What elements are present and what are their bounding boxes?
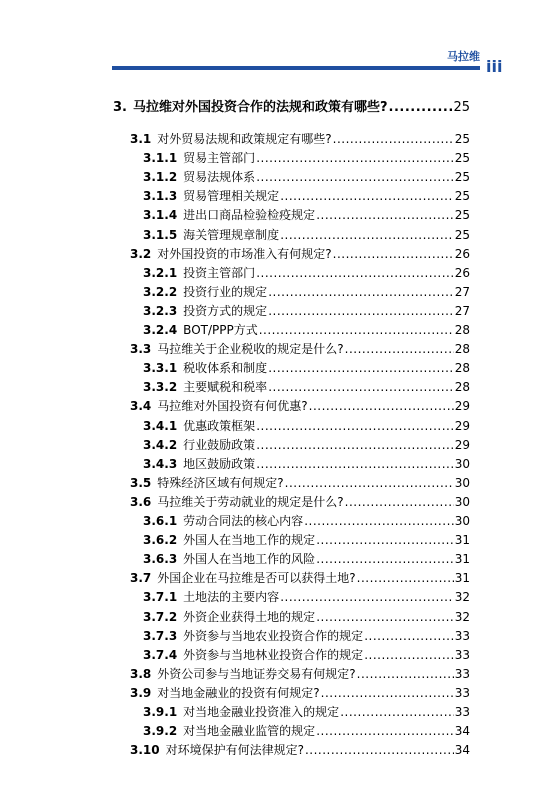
- toc-entry-page: 29: [454, 418, 470, 433]
- toc-entry-page: 30: [454, 475, 470, 490]
- toc-entry-page: 33: [454, 666, 470, 681]
- toc-entry-page: 28: [454, 342, 470, 357]
- toc-entry-page: 29: [454, 437, 470, 452]
- toc-entry[interactable]: [130, 340, 470, 357]
- toc-entry-title: 外资参与当地林业投资合作的规定: [183, 647, 364, 662]
- toc-entry-title: 地区鼓励政策: [183, 456, 256, 471]
- toc-entry-number: 3.6.3: [143, 552, 178, 567]
- toc-entry-number: 3.8: [130, 666, 152, 681]
- toc-entry[interactable]: [143, 722, 470, 739]
- toc-leader-dots: [280, 189, 454, 203]
- toc-entry-number: 3.7.3: [143, 628, 178, 643]
- toc-leader-dots: [304, 514, 454, 528]
- toc-entry-number: 3.2: [130, 246, 152, 261]
- toc-entry-page: 28: [454, 361, 470, 376]
- toc-entry-page: 25: [454, 208, 470, 223]
- toc-entry-page: 31: [454, 552, 470, 567]
- toc-entry-title: 马拉维对外国投资有何优惠?: [157, 399, 308, 414]
- toc-entry[interactable]: [143, 378, 470, 395]
- toc-entry-page: 30: [454, 494, 470, 509]
- toc-leader-dots: [256, 151, 454, 165]
- toc-entry[interactable]: [143, 206, 470, 223]
- toc-entry-title: 对当地金融业投资准入的规定: [183, 705, 340, 719]
- header-rule: [112, 66, 480, 70]
- toc-entry[interactable]: [143, 168, 470, 185]
- toc-entry-number: 3.6.1: [143, 514, 178, 528]
- toc-entry-number: 3.4.1: [143, 418, 178, 433]
- toc-entry[interactable]: [113, 96, 470, 115]
- toc-entry-title: 行业鼓励政策: [183, 437, 256, 452]
- toc-leader-dots: [389, 100, 453, 115]
- toc-entry-number: 3.9.1: [143, 705, 178, 719]
- toc-entry[interactable]: [130, 684, 470, 701]
- toc-entry-page: 25: [454, 227, 470, 242]
- toc-entry-number: 3.2.1: [143, 265, 178, 280]
- toc-entry-page: 27: [454, 284, 470, 299]
- toc-leader-dots: [256, 419, 454, 433]
- toc-entry-title: 对环境保护有何法律规定?: [165, 743, 304, 758]
- toc-entry-number: 3.7.1: [143, 590, 178, 605]
- toc-entry[interactable]: [143, 608, 470, 625]
- toc-entry[interactable]: [130, 665, 470, 682]
- toc-entry-page: 28: [454, 380, 470, 395]
- toc-leader-dots: [256, 457, 454, 471]
- toc-entry-number: 3.3: [130, 342, 152, 357]
- toc-entry[interactable]: [143, 455, 470, 472]
- toc-entry-title: 劳动合同法的核心内容: [183, 514, 304, 528]
- toc-entry-number: 3.5: [130, 475, 152, 490]
- toc-leader-dots: [256, 438, 454, 452]
- toc-entry[interactable]: [143, 512, 470, 529]
- toc-entry-title: 土地法的主要内容: [183, 590, 280, 605]
- toc-entry-title: 对外国投资的市场准入有何规定?: [157, 246, 332, 261]
- toc-entry-number: 3.10: [130, 743, 160, 758]
- toc-entry[interactable]: [143, 588, 470, 605]
- toc-entry-page: 32: [454, 609, 470, 624]
- toc-entry[interactable]: [130, 130, 470, 147]
- toc-entry[interactable]: [143, 531, 470, 548]
- toc-leader-dots: [316, 552, 454, 566]
- toc-entry-number: 3.4.3: [143, 456, 178, 471]
- toc-entry-title: 对当地金融业的投资有何规定?: [157, 685, 320, 700]
- toc-entry-number: 3.7.2: [143, 609, 178, 624]
- toc-entry-page: 33: [454, 705, 470, 719]
- toc-entry-number: 3.4: [130, 399, 152, 414]
- toc-entry-page: 25: [454, 170, 470, 185]
- toc-entry-page: 33: [454, 647, 470, 662]
- toc-entry-number: 3.7.4: [143, 647, 178, 662]
- toc-entry-number: 3.: [113, 100, 127, 115]
- toc-entry-page: 25: [454, 151, 470, 166]
- toc-entry-title: 外资企业获得土地的规定: [183, 609, 316, 624]
- toc-entry-page: 25: [454, 132, 470, 146]
- toc-entry-title: 贸易主管部门: [183, 151, 256, 166]
- toc-entry[interactable]: [143, 283, 470, 300]
- toc-leader-dots: [268, 285, 454, 299]
- toc-leader-dots: [268, 304, 454, 318]
- toc-entry-title: 马拉维对外国投资合作的法规和政策有哪些?: [132, 100, 388, 115]
- toc-entry-page: 25: [453, 100, 470, 115]
- toc-leader-dots: [256, 170, 454, 184]
- toc-entry-page: 34: [454, 724, 470, 739]
- toc-leader-dots: [316, 610, 454, 624]
- toc-leader-dots: [364, 648, 454, 662]
- toc-entry-title: 外国人在当地工作的风险: [183, 552, 316, 567]
- toc-leader-dots: [333, 132, 454, 146]
- toc-entry-title: BOT/PPP方式: [183, 323, 258, 337]
- toc-entry-title: 主要赋税和税率: [183, 380, 268, 395]
- toc-leader-dots: [357, 571, 454, 585]
- toc-entry-number: 3.2.4: [143, 323, 178, 337]
- toc-entry-page: 30: [454, 514, 470, 528]
- toc-entry[interactable]: [143, 149, 470, 166]
- toc-entry-title: 外资公司参与当地证券交易有何规定?: [157, 666, 356, 681]
- toc-entry-title: 特殊经济区域有何规定?: [157, 475, 284, 490]
- toc-entry[interactable]: [130, 741, 470, 758]
- toc-entry[interactable]: [130, 493, 470, 510]
- toc-leader-dots: [256, 266, 454, 280]
- toc-entry-title: 优惠政策框架: [183, 418, 256, 433]
- toc-entry-title: 马拉维关于劳动就业的规定是什么?: [157, 494, 344, 509]
- toc-entry-number: 3.6: [130, 494, 152, 509]
- toc-entry-number: 3.2.3: [143, 303, 178, 318]
- toc-entry-number: 3.1.4: [143, 208, 178, 223]
- toc-entry[interactable]: [143, 627, 470, 644]
- toc-leader-dots: [309, 399, 454, 413]
- toc-entry-number: 3.3.1: [143, 361, 178, 376]
- toc-entry-number: 3.1.3: [143, 189, 178, 204]
- toc-entry-page: 30: [454, 456, 470, 471]
- toc-entry[interactable]: [130, 245, 470, 262]
- toc-leader-dots: [345, 495, 454, 509]
- toc-entry[interactable]: [130, 397, 470, 414]
- toc-entry-page: 33: [454, 628, 470, 643]
- toc-leader-dots: [333, 247, 454, 261]
- toc-entry-number: 3.4.2: [143, 437, 178, 452]
- toc-leader-dots: [364, 629, 454, 643]
- toc-entry-title: 对外贸易法规和政策规定有哪些?: [157, 132, 332, 146]
- toc-leader-dots: [280, 590, 454, 604]
- toc-leader-dots: [345, 342, 454, 356]
- toc-entry-title: 投资行业的规定: [183, 284, 268, 299]
- toc-leader-dots: [340, 705, 454, 719]
- toc-entry-page: 31: [454, 571, 470, 586]
- header-title: 马拉维: [447, 50, 480, 63]
- toc-entry-page: 33: [454, 685, 470, 700]
- toc-entry[interactable]: [130, 569, 470, 586]
- toc-leader-dots: [316, 208, 454, 222]
- toc-entry-number: 3.2.2: [143, 284, 178, 299]
- toc-leader-dots: [268, 380, 454, 394]
- toc-entry[interactable]: [143, 703, 470, 720]
- toc-entry-title: 外资参与当地农业投资合作的规定: [183, 628, 364, 643]
- toc-entry[interactable]: [143, 646, 470, 663]
- toc-leader-dots: [357, 667, 454, 681]
- toc-entry-title: 贸易管理相关规定: [183, 189, 280, 204]
- toc-entry-title: 投资主管部门: [183, 265, 256, 280]
- toc-leader-dots: [280, 228, 454, 242]
- page-number: iii: [486, 57, 503, 76]
- toc-entry-number: 3.1.1: [143, 151, 178, 166]
- toc-entry[interactable]: [143, 417, 470, 434]
- toc-entry-number: 3.1.5: [143, 227, 178, 242]
- toc-entry[interactable]: [143, 302, 470, 319]
- toc-entry-page: 32: [454, 590, 470, 605]
- toc-entry-title: 贸易法规体系: [183, 170, 256, 185]
- toc-entry-page: 26: [454, 246, 470, 261]
- toc-entry-number: 3.1: [130, 132, 152, 146]
- toc-entry-title: 进出口商品检验检疫规定: [183, 208, 316, 223]
- toc-entry-title: 海关管理规章制度: [183, 227, 280, 242]
- toc-entry[interactable]: [143, 436, 470, 453]
- toc-entry[interactable]: [130, 474, 470, 491]
- toc-entry-number: 3.9: [130, 685, 152, 700]
- toc-leader-dots: [268, 361, 454, 375]
- toc-entry-page: 25: [454, 189, 470, 204]
- toc-entry-page: 27: [454, 303, 470, 318]
- toc-entry-page: 31: [454, 533, 470, 548]
- toc-entry-page: 26: [454, 265, 470, 280]
- toc-leader-dots: [321, 686, 454, 700]
- toc-entry[interactable]: [143, 359, 470, 376]
- toc-entry[interactable]: [143, 264, 470, 281]
- toc-leader-dots: [316, 533, 454, 547]
- toc-entry-title: 投资方式的规定: [183, 303, 268, 318]
- toc-entry-title: 外国企业在马拉维是否可以获得土地?: [157, 571, 356, 586]
- toc-entry[interactable]: [143, 550, 470, 567]
- toc-entry-number: 3.1.2: [143, 170, 178, 185]
- toc-leader-dots: [316, 724, 454, 738]
- toc-leader-dots: [305, 743, 454, 757]
- toc-entry[interactable]: [143, 321, 470, 338]
- toc-entry-number: 3.3.2: [143, 380, 178, 395]
- toc-entry-number: 3.6.2: [143, 533, 178, 548]
- toc-entry-title: 税收体系和制度: [183, 361, 268, 376]
- toc-entry-title: 外国人在当地工作的规定: [183, 533, 316, 548]
- toc-leader-dots: [285, 476, 454, 490]
- toc-entry-page: 29: [454, 399, 470, 414]
- toc-leader-dots: [259, 323, 454, 337]
- toc-entry-title: 马拉维关于企业税收的规定是什么?: [157, 342, 344, 357]
- toc-entry-page: 28: [454, 323, 470, 337]
- toc-entry-number: 3.7: [130, 571, 152, 586]
- toc-entry-number: 3.9.2: [143, 724, 178, 739]
- toc-entry-title: 对当地金融业监管的规定: [183, 724, 316, 739]
- toc-entry[interactable]: [143, 226, 470, 243]
- toc-entry-page: 34: [454, 743, 470, 758]
- toc-entry[interactable]: [143, 187, 470, 204]
